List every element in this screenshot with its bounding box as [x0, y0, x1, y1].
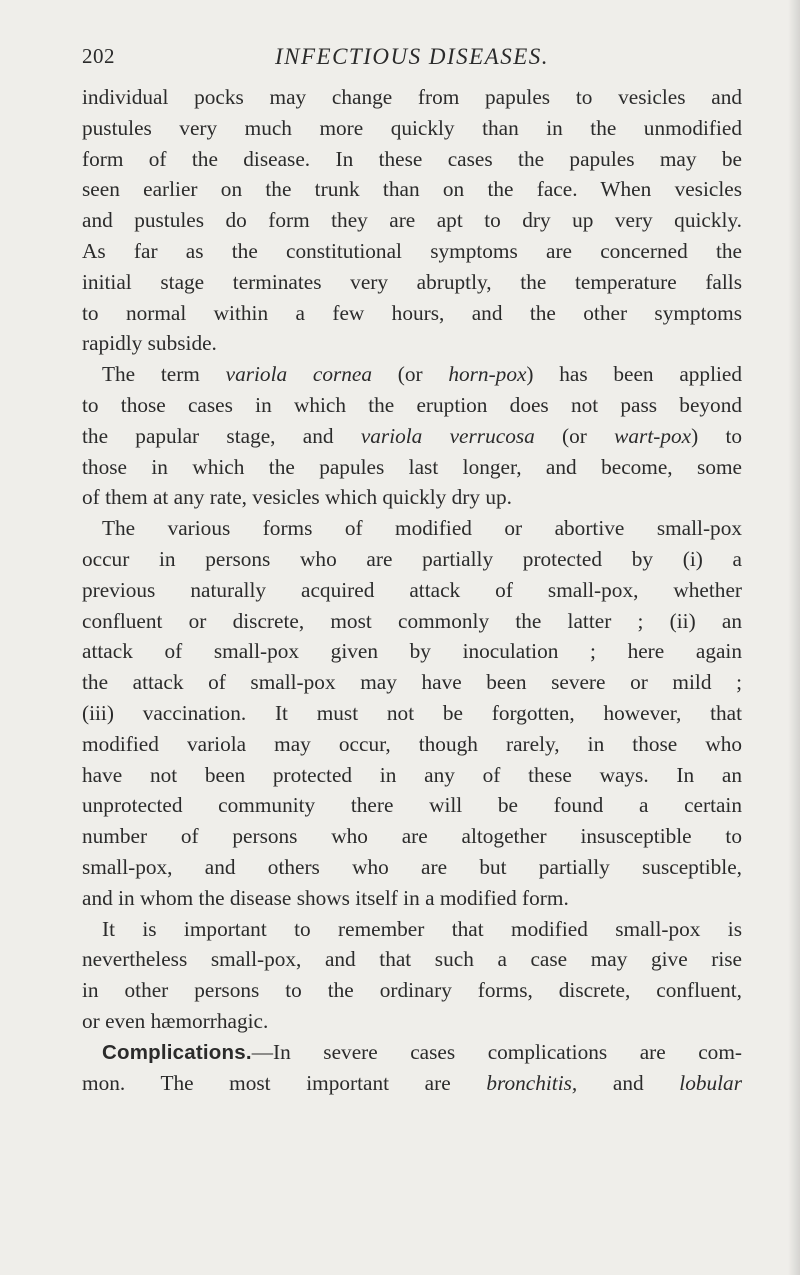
text-segment: pustules very much more quickly than in the unmodified: [82, 115, 742, 140]
text-line: [82, 113, 742, 144]
text-segment: unprotected community there will be found a certain: [82, 793, 742, 818]
section-heading: Complications.: [102, 1040, 252, 1064]
text-line: [82, 513, 742, 544]
text-segment: occur in persons who are partially protected by (i) a: [82, 546, 742, 571]
text-line: [82, 821, 742, 852]
text-line: [82, 328, 742, 359]
text-segment: ) has been applied: [526, 362, 743, 387]
paragraph: [82, 914, 742, 1037]
text-segment: modified variola may occur, though rarely, in those who: [82, 731, 742, 756]
text-line: [82, 359, 742, 390]
paragraph: [82, 359, 742, 513]
text-line: [82, 914, 742, 945]
paragraph: [82, 82, 742, 359]
text-segment: individual pocks may change from papules to vesicles and: [82, 85, 742, 109]
text-segment: attack of small-pox given by inoculation ; here again: [82, 639, 742, 664]
text-segment: initial stage terminates very abruptly, the temperature falls: [82, 269, 742, 294]
paragraph: [82, 1037, 742, 1099]
text-segment: mon. The most important are: [82, 1070, 487, 1095]
text-segment: rapidly subside.: [82, 331, 217, 356]
body-text: [82, 82, 742, 1098]
text-line: [82, 606, 742, 637]
text-segment: As far as the constitutional symptoms are concerned the: [82, 238, 742, 263]
text-line: [82, 575, 742, 606]
text-line: [82, 944, 742, 975]
paragraph: [82, 513, 742, 913]
italic-term: variola verrucosa: [360, 423, 535, 448]
text-line: [82, 790, 742, 821]
text-segment: (or: [534, 423, 615, 448]
text-line: [82, 390, 742, 421]
running-head: INFECTIOUS DISEASES.: [274, 44, 550, 69]
text-segment: (or: [372, 362, 449, 387]
text-segment: seen earlier on the trunk than on the face. When vesicles: [82, 177, 742, 202]
page-number: 202: [82, 44, 115, 68]
text-line: [82, 267, 742, 298]
text-line: [82, 667, 742, 698]
text-segment: —In severe cases complications are com-: [251, 1039, 742, 1064]
text-line: [82, 236, 742, 267]
text-segment: number of persons who are altogether insusceptible to: [82, 824, 742, 849]
text-line: [82, 205, 742, 236]
text-line: [82, 82, 742, 113]
text-segment: ) to: [691, 423, 743, 448]
text-segment: and: [577, 1070, 680, 1095]
text-segment: small-pox, and others who are but partially susceptible,: [82, 854, 742, 879]
text-line: [82, 729, 742, 760]
italic-term: lobular: [679, 1070, 742, 1095]
text-segment: or even hæmorrhagic.: [82, 1008, 269, 1033]
text-segment: to normal within a few hours, and the other symptoms: [82, 300, 742, 325]
text-segment: The various forms of modified or abortive small-pox: [102, 516, 742, 541]
text-line: [82, 144, 742, 175]
text-line: [82, 298, 742, 329]
text-segment: those in which the papules last longer, and become, some: [82, 454, 742, 479]
text-line: [82, 636, 742, 667]
text-line: [82, 1006, 742, 1037]
text-segment: The term: [102, 362, 226, 387]
text-line: [82, 760, 742, 791]
text-segment: of them at any rate, vesicles which quickly dry up.: [82, 485, 512, 510]
page-header: [82, 44, 742, 72]
text-line: [82, 852, 742, 883]
text-line: [82, 883, 742, 914]
text-segment: and pustules do form they are apt to dry up very quickly.: [82, 208, 742, 233]
text-segment: (iii) vaccination. It must not be forgotten, however, that: [82, 700, 742, 725]
text-line: [82, 1068, 742, 1099]
italic-term: variola cornea: [225, 362, 373, 387]
text-segment: the papular stage, and: [82, 423, 361, 448]
text-segment: the attack of small-pox may have been severe or mild ;: [82, 670, 742, 695]
text-segment: It is important to remember that modified small-pox is: [102, 916, 742, 941]
text-line: [82, 698, 742, 729]
italic-term: horn-pox: [448, 362, 527, 387]
page-edge-shadow: [788, 0, 800, 1275]
text-line: [82, 544, 742, 575]
text-segment: form of the disease. In these cases the papules may be: [82, 146, 742, 171]
text-line: [82, 452, 742, 483]
italic-term: wart-pox: [614, 423, 692, 448]
text-segment: have not been protected in any of these ways. In an: [82, 762, 742, 787]
text-segment: in other persons to the ordinary forms, discrete, confluent,: [82, 978, 742, 1003]
text-segment: and in whom the disease shows itself in a modified form.: [82, 885, 569, 910]
text-line: [82, 174, 742, 205]
text-line: [82, 482, 742, 513]
text-segment: nevertheless small-pox, and that such a case may give rise: [82, 947, 742, 972]
italic-term: bronchitis,: [486, 1070, 578, 1095]
text-line: [82, 1037, 742, 1068]
text-segment: to those cases in which the eruption does not pass beyond: [82, 392, 742, 417]
text-line: [82, 975, 742, 1006]
text-segment: previous naturally acquired attack of small-pox, whether: [82, 577, 742, 602]
text-segment: confluent or discrete, most commonly the latter ; (ii) an: [82, 608, 742, 633]
text-line: [82, 421, 742, 452]
